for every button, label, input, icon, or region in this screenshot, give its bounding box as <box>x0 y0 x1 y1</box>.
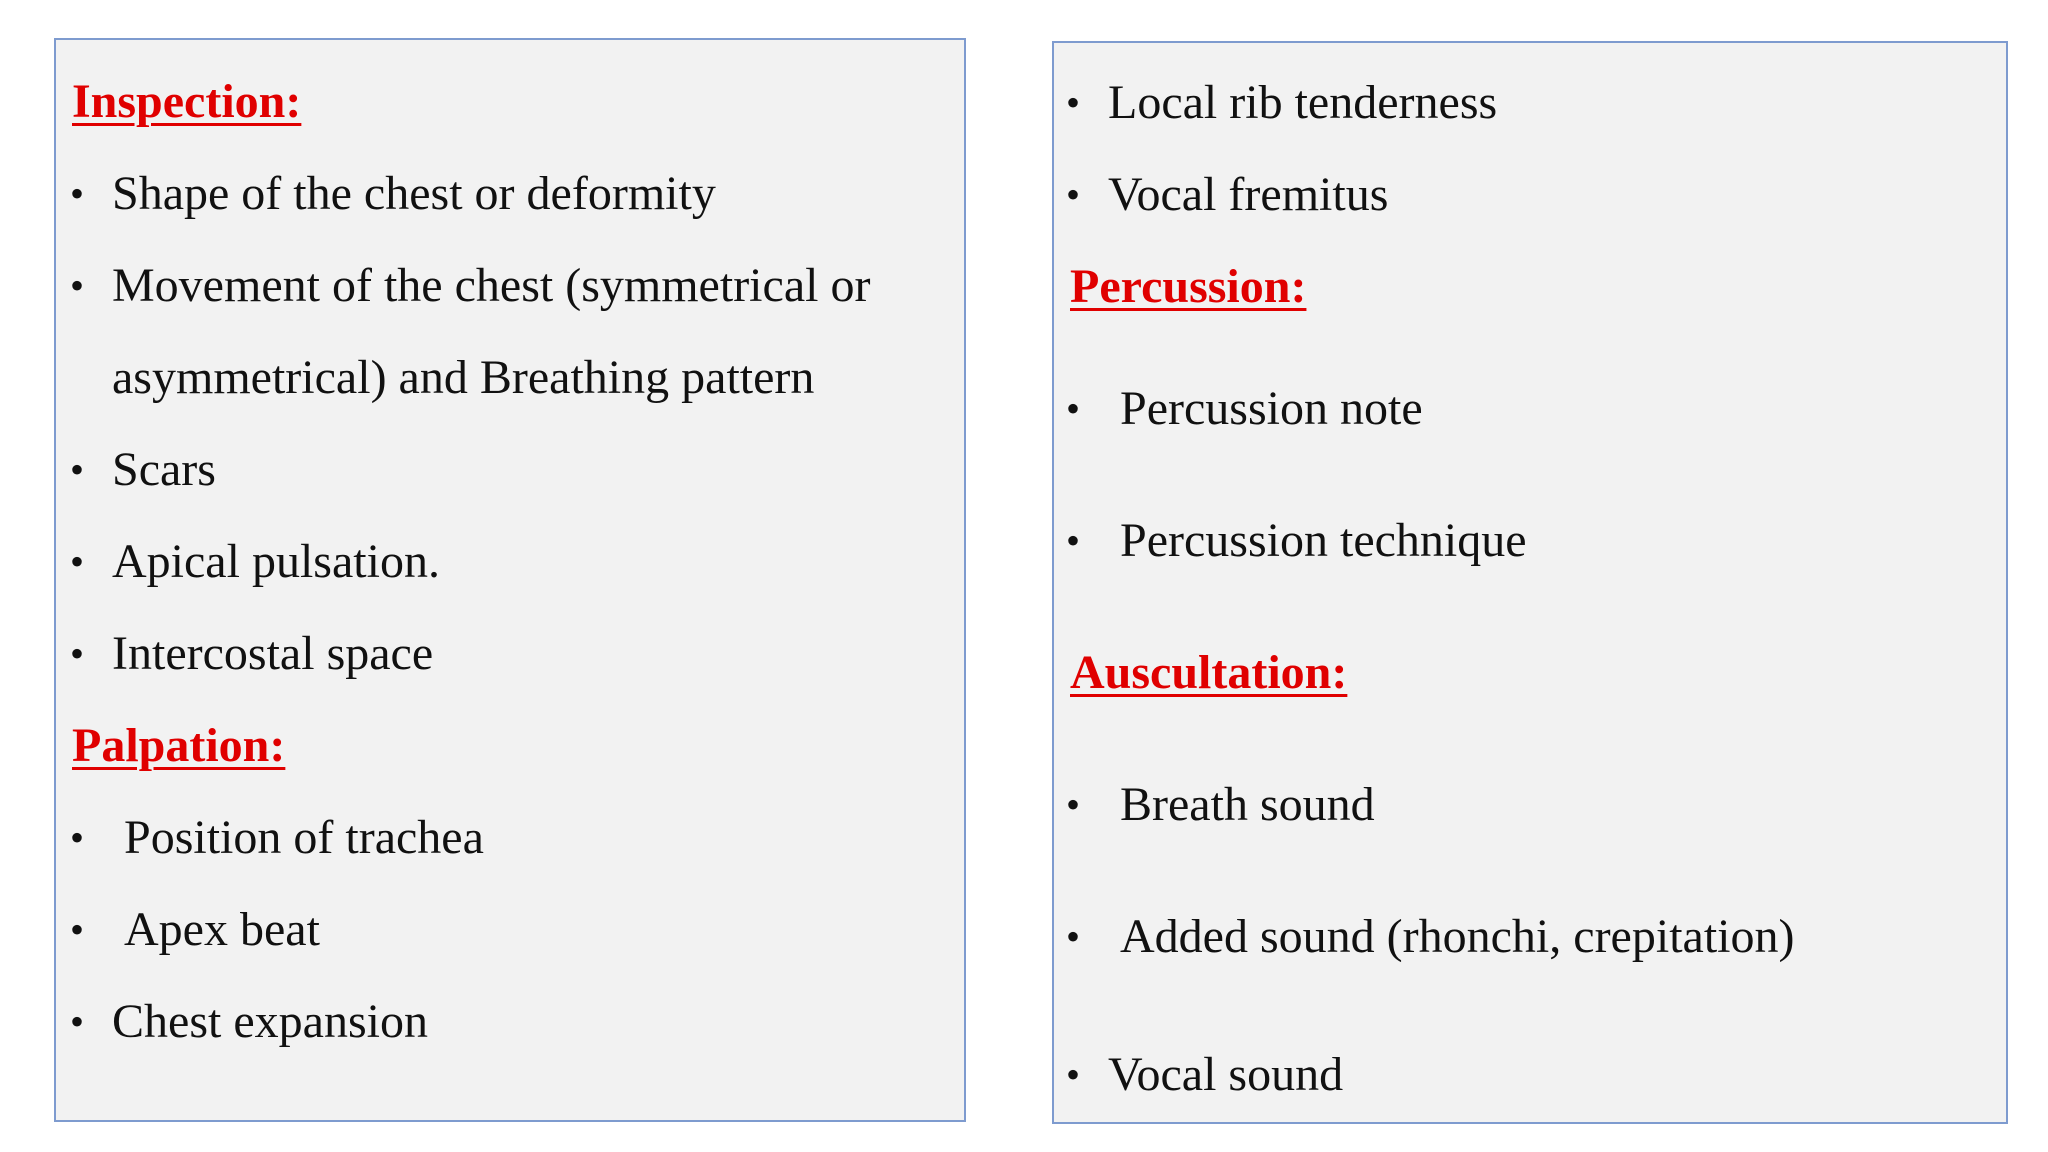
list-item <box>56 798 964 878</box>
bullet-icon: • <box>1066 172 1081 217</box>
list-item <box>56 982 964 1062</box>
bullet-icon: • <box>70 171 85 216</box>
list-item <box>1054 897 2006 977</box>
list-item <box>1054 63 2006 143</box>
list-item <box>1054 1035 2006 1115</box>
bullet-icon: • <box>70 815 85 860</box>
list-item-text: Chest expansion <box>112 995 428 1048</box>
list-item <box>1054 765 2006 845</box>
bullet-icon: • <box>1066 386 1081 431</box>
list-item-text: Scars <box>112 443 216 496</box>
list-item <box>56 890 964 970</box>
list-item <box>1054 501 2006 581</box>
list-item-text: Local rib tenderness <box>1108 76 1498 129</box>
inspection-heading: Inspection: <box>72 75 302 128</box>
list-item <box>56 430 964 510</box>
bullet-icon: • <box>1066 518 1081 563</box>
list-item <box>56 522 964 602</box>
list-item-continuation <box>56 338 964 418</box>
list-item-text: Apex beat <box>124 903 320 956</box>
list-item <box>56 614 964 694</box>
bullet-icon: • <box>1066 782 1081 827</box>
list-item-text: Shape of the chest or deformity <box>112 167 716 220</box>
list-item-text: Vocal fremitus <box>1108 168 1389 221</box>
list-item-text: Intercostal space <box>112 627 434 680</box>
list-item-text: Percussion note <box>1120 382 1423 435</box>
left-panel <box>54 38 966 1122</box>
bullet-icon: • <box>1066 1052 1081 1097</box>
bullet-icon: • <box>70 907 85 952</box>
list-item-text: Percussion technique <box>1120 514 1527 567</box>
bullet-icon: • <box>70 263 85 308</box>
list-item-text: asymmetrical) and Breathing pattern <box>112 351 815 404</box>
list-item-text: Added sound (rhonchi, crepitation) <box>1120 910 1795 963</box>
bullet-icon: • <box>70 447 85 492</box>
list-item-text: Vocal sound <box>1108 1048 1344 1101</box>
right-panel <box>1052 41 2008 1124</box>
bullet-icon: • <box>70 631 85 676</box>
bullet-icon: • <box>1066 80 1081 125</box>
list-item <box>1054 155 2006 235</box>
list-item-text: Position of trachea <box>124 811 484 864</box>
bullet-icon: • <box>70 539 85 584</box>
auscultation-heading: Auscultation: <box>1070 646 1348 699</box>
list-item-text: Movement of the chest (symmetrical or <box>112 259 871 312</box>
list-item-text: Apical pulsation. <box>112 535 440 588</box>
palpation-heading: Palpation: <box>72 719 286 772</box>
bullet-icon: • <box>70 999 85 1044</box>
list-item-text: Breath sound <box>1120 778 1375 831</box>
percussion-heading: Percussion: <box>1070 260 1307 313</box>
bullet-icon: • <box>1066 914 1081 959</box>
list-item <box>56 154 964 234</box>
list-item <box>56 246 964 326</box>
list-item <box>1054 369 2006 449</box>
